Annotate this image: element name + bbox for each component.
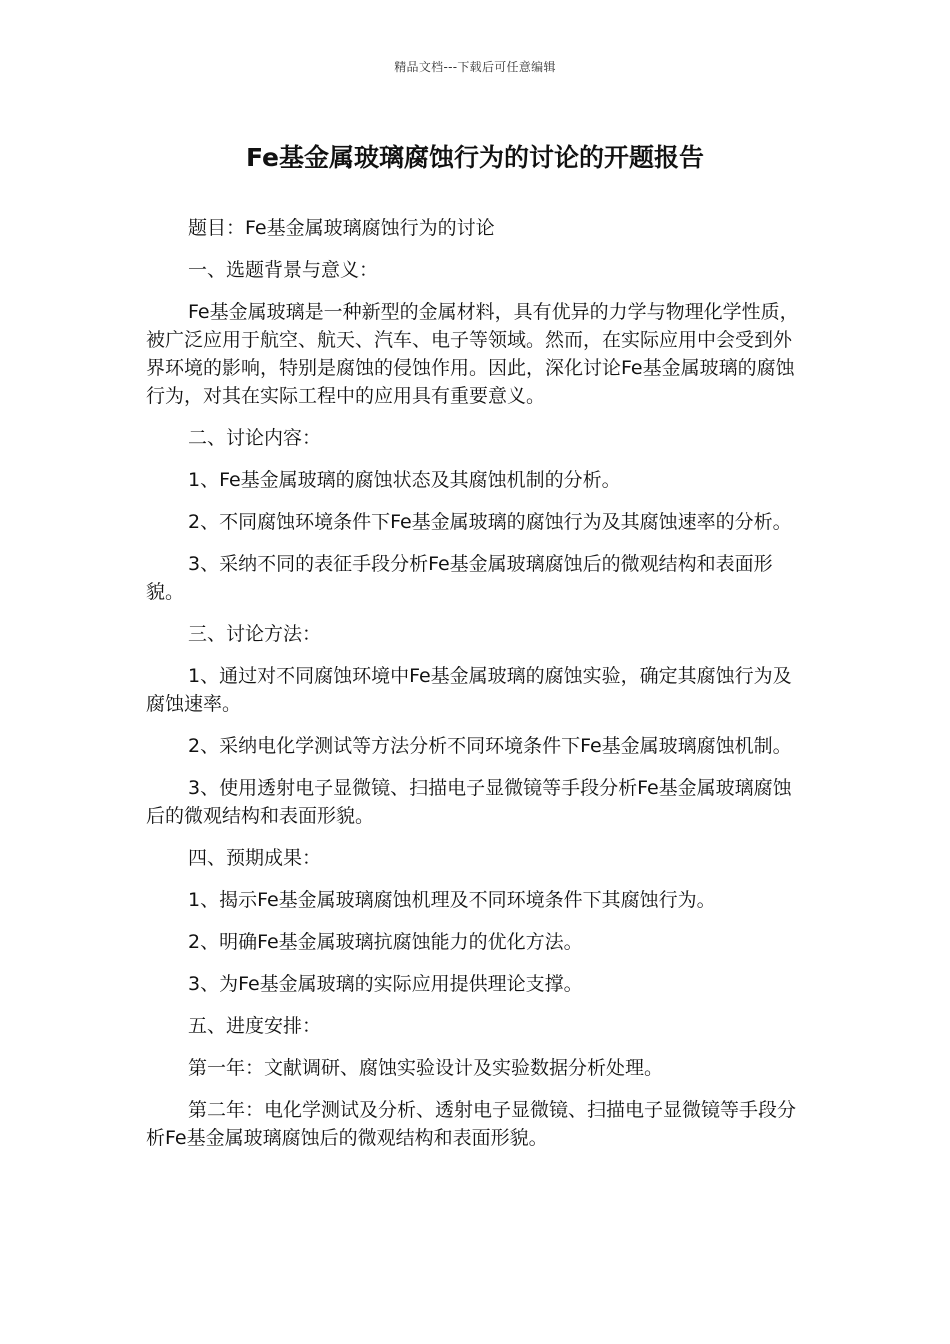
document-title: Fe基金属玻璃腐蚀行为的讨论的开题报告 — [245, 143, 705, 172]
section-heading-schedule: 五、进度安排： — [188, 1015, 322, 1037]
schedule-year-2: 第二年：电化学测试及分析、透射电子显微镜、扫描电子显微镜等手段分析Fe基金属玻璃腐蚀后的微观结构和表面形貌。 — [146, 1099, 797, 1149]
list-item-outcomes-3: 3、为Fe基金属玻璃的实际应用提供理论支撑。 — [188, 973, 583, 995]
list-item-methods-2: 2、采纳电化学测试等方法分析不同环境条件下Fe基金属玻璃腐蚀机制。 — [188, 735, 792, 757]
page-header: 精品文档---下载后可任意编辑 — [394, 60, 556, 74]
paragraph-background: Fe基金属玻璃是一种新型的金属材料，具有优异的力学与物理化学性质，被广泛应用于航空、航天、汽车、电子等领域。然而，在实际应用中会受到外界环境的影响，特别是腐蚀的侵蚀作用。因此，深化讨论Fe基金属玻璃的腐蚀行为，对其在实际工程中的应用具有重要意义。 — [146, 301, 799, 407]
section-heading-background: 一、选题背景与意义： — [188, 259, 379, 281]
list-item-methods-3: 3、使用透射电子显微镜、扫描电子显微镜等手段分析Fe基金属玻璃腐蚀后的微观结构和表面形貌。 — [146, 777, 792, 827]
list-item-content-2: 2、不同腐蚀环境条件下Fe基金属玻璃的腐蚀行为及其腐蚀速率的分析。 — [188, 511, 792, 533]
section-heading-content: 二、讨论内容： — [188, 427, 322, 449]
schedule-year-1: 第一年：文献调研、腐蚀实验设计及实验数据分析处理。 — [188, 1057, 664, 1079]
list-item-content-1: 1、Fe基金属玻璃的腐蚀状态及其腐蚀机制的分析。 — [188, 469, 621, 491]
list-item-outcomes-1: 1、揭示Fe基金属玻璃腐蚀机理及不同环境条件下其腐蚀行为。 — [188, 889, 716, 911]
document-body — [146, 214, 806, 1166]
list-item-content-3: 3、采纳不同的表征手段分析Fe基金属玻璃腐蚀后的微观结构和表面形貌。 — [146, 553, 773, 603]
paragraph-topic: 题目：Fe基金属玻璃腐蚀行为的讨论 — [188, 217, 495, 239]
list-item-methods-1: 1、通过对不同腐蚀环境中Fe基金属玻璃的腐蚀实验，确定其腐蚀行为及腐蚀速率。 — [146, 665, 792, 715]
section-heading-methods: 三、讨论方法： — [188, 623, 322, 645]
section-heading-outcomes: 四、预期成果： — [188, 847, 322, 869]
list-item-outcomes-2: 2、明确Fe基金属玻璃抗腐蚀能力的优化方法。 — [188, 931, 583, 953]
